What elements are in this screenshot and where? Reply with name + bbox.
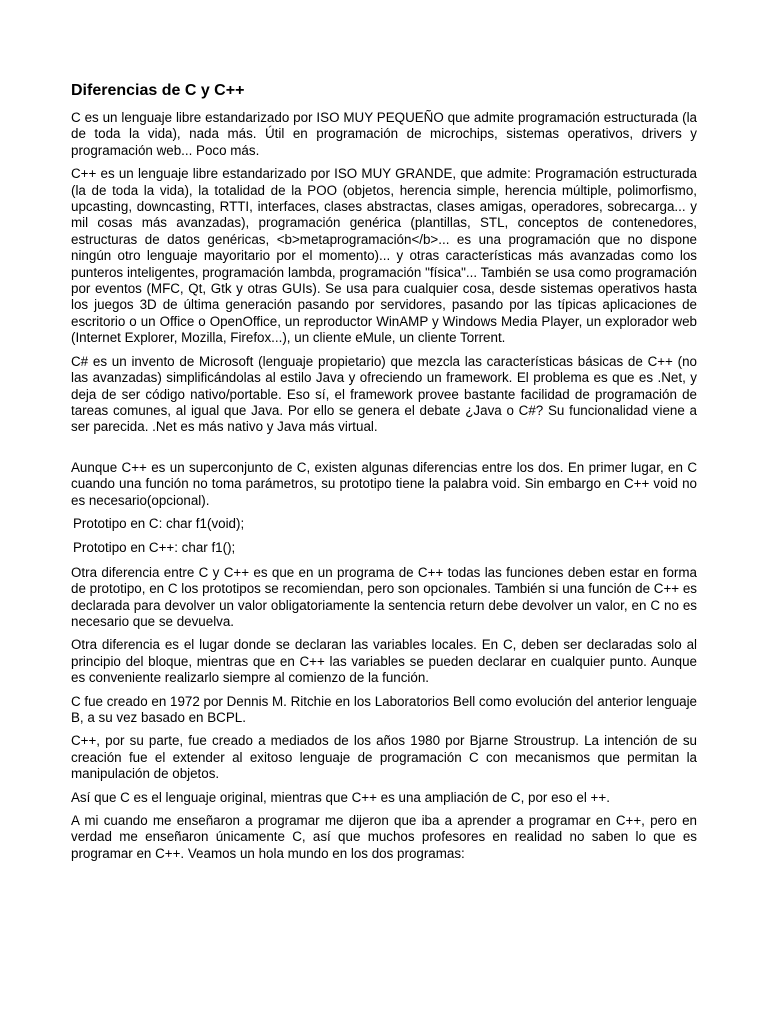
- paragraph-local-variables: Otra diferencia es el lugar donde se declaran las variables locales. En C, deben ser declaradas solo al principio del bloque, mientras que en C++ las variables se pueden declarar en cualquier punto. Aunque es conveniente realizarlo siempre al comienzo de la función.: [71, 637, 697, 686]
- prototype-c-line: Prototipo en C: char f1(void);: [73, 515, 245, 531]
- prototype-cpp-line: Prototipo en C++: char f1();: [73, 540, 236, 556]
- paragraph-prototype-difference: Otra diferencia entre C y C++ es que en un programa de C++ todas las funciones deben estar en forma de prototipo, en C los prototipos se recomiendan, pero son opcionales. También si una función de C++ es declarada para devolver un valor obligatoriamente la sentencia return debe devolver un valor, en C no es necesario que se devuelva.: [71, 564, 697, 629]
- document-title: Diferencias de C y C++: [71, 82, 245, 99]
- document-page: [71, 80, 697, 869]
- paragraph-hello-world-intro: A mi cuando me enseñaron a programar me dijeron que iba a aprender a programar en C++, pero en verdad me enseñaron únicamente C, así que muchos profesores en realidad no saben lo que es programar en C++. Veamos un hola mundo en los dos programas:: [71, 813, 697, 861]
- paragraph-conclusion: Así que C es el lenguaje original, mientras que C++ es una ampliación de C, por eso el ++.: [71, 789, 610, 805]
- paragraph-cpp-history: C++, por su parte, fue creado a mediados de los años 1980 por Bjarne Stroustrup. La intención de su creación fue el extender al exitoso lenguaje de programación C con mecanismos que permitan la manipulación de objetos.: [71, 733, 697, 782]
- paragraph-cpp-description: C++ es un lenguaje libre estandarizado por ISO MUY GRANDE, que admite: Programación estructurada (la de toda la vida), la totalidad de la POO (objetos, herencia simple, herencia múltiple, polimorfismo, upcasting, downcasting, RTTI, interfaces, clases abstractas, clases amigas, operadores, sobrecarga... y mil cosas más avanzadas), programación genérica (plantillas, STL, conceptos de contenedores, estructuras de datos genéricas, <b>metaprogramación</b>... es una programación que no dispone ningún otro lenguaje mayoritario por el momento)... y otras características más avanzadas como los punteros inteligentes, programación lambda, programación "física"... También se usa como programación por eventos (MFC, Qt, Gtk y otras GUIs). Se usa para cualquier cosa, desde sistemas operativos hasta los juegos 3D de última generación pasando por servidores, pasando por las típicas aplicaciones de escritorio o un Office o OpenOffice, un reproductor WinAMP y Windows Media Player, un explorador web (Internet Explorer, Mozilla, Firefox...), un cliente eMule, un cliente Torrent.: [71, 166, 697, 346]
- paragraph-csharp-description: C# es un invento de Microsoft (lenguaje propietario) que mezcla las características básicas de C++ (no las avanzadas) simplificándolas al estilo Java y ofreciendo un framework. El problema es que es .Net, y deja de ser código nativo/portable. Eso sí, el framework provee bastante facilidad de programación de tareas comunes, al igual que Java. Por ello se genera el debate ¿Java o C#? Su funcionalidad viene a ser parecida. .Net es más nativo y Java más virtual.: [71, 353, 697, 435]
- paragraph-c-history: C fue creado en 1972 por Dennis M. Ritchie en los Laboratorios Bell como evolución del anterior lenguaje B, a su vez basado en BCPL.: [71, 693, 698, 725]
- paragraph-differences-intro: Aunque C++ es un superconjunto de C, existen algunas diferencias entre los dos. En primer lugar, en C cuando una función no toma parámetros, su prototipo tiene la palabra void. Sin embargo en C++ void no es necesario(opcional).: [71, 459, 697, 508]
- paragraph-c-description: C es un lenguaje libre estandarizado por ISO MUY PEQUEÑO que admite programación estructurada (la de toda la vida), nada más. Útil en programación de microchips, sistemas operativos, drivers y programación web... Poco más.: [71, 110, 697, 158]
